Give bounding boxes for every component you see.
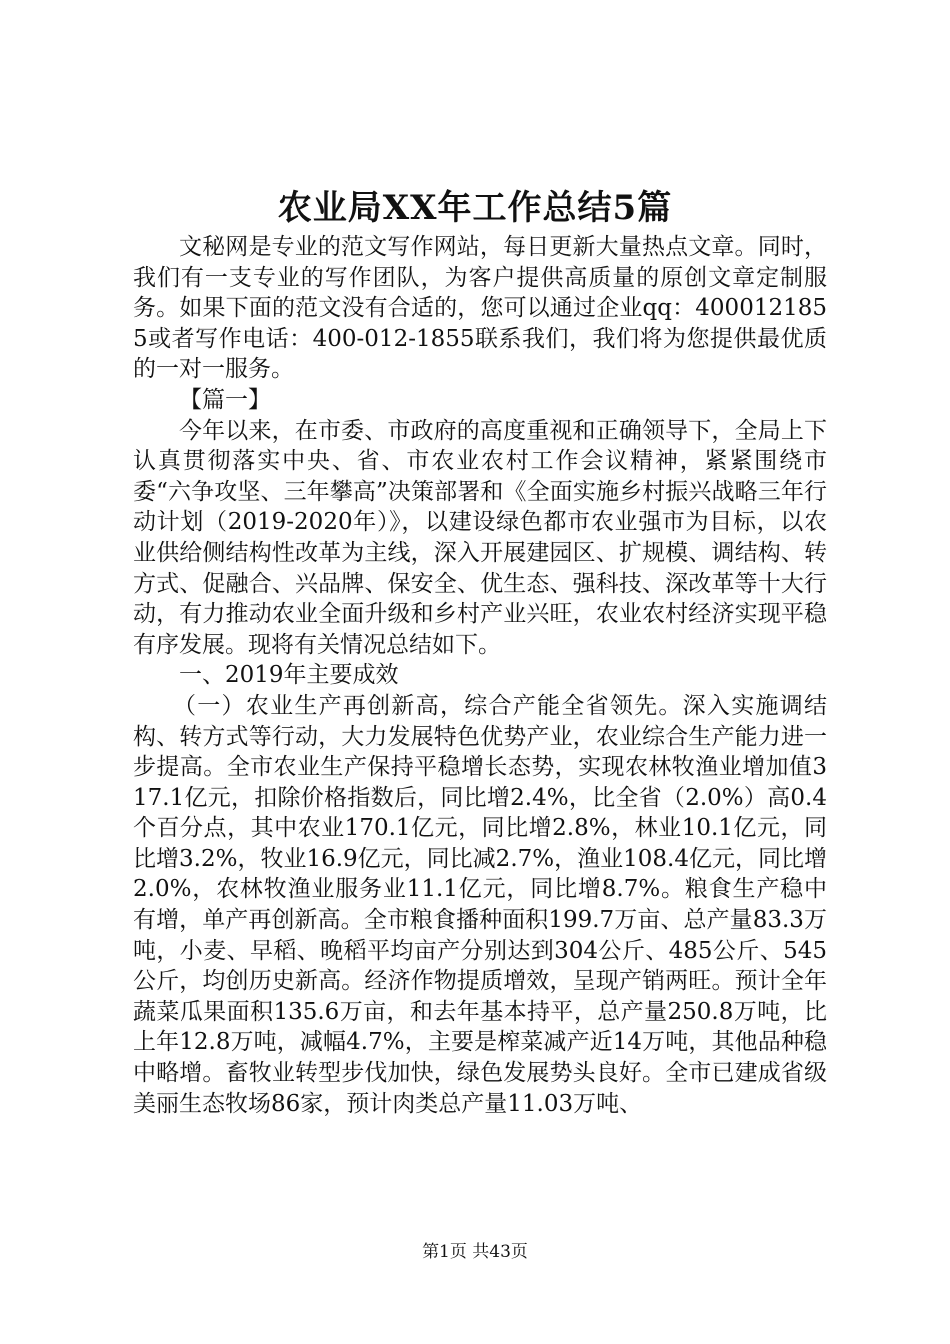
results-paragraph: （一）农业生产再创新高，综合产能全省领先。深入实施调结构、转方式等行动，大力发展特色优势产业，农业综合生产能力进一步提高。全市农业生产保持平稳增长态势，实现农林牧渔业增加值317.1亿元，扣除价格指数后，同比增2.4%，比全省（2.0%）高0.4个百分点，其中农业170.1亿元，同比增2.8%，林业10.1亿元，同比增3.2%，牧业16.9亿元，同比减2.7%，渔业108.4亿元，同比增2.0%，农林牧渔业服务业11.1亿元，同比增8.7%。粮食生产稳中有增，单产再创新高。全市粮食播种面积199.7万亩、总产量83.3万吨，小麦、早稻、晚稻平均亩产分别达到304公斤、485公斤、545公斤，均创历史新高。经济作物提质增效，呈现产销两旺。预计全年蔬菜瓜果面积135.6万亩，和去年基本持平，总产量250.8万吨，比上年12.8万吨，减幅4.7%，主要是榨菜减产近14万吨，其他品种稳中略增。畜牧业转型步伐加快，绿色发展势头良好。全市已建成省级美丽生态牧场86家，预计肉类总产量11.03万吨、 (133, 692, 827, 1117)
section-heading-main-results: 一、2019年主要成效 (179, 662, 399, 689)
section-heading-part-one: 【篇一】 (179, 386, 271, 413)
overview-paragraph: 今年以来，在市委、市政府的高度重视和正确领导下，全局上下认真贯彻落实中央、省、市农业农村工作会议精神，紧紧围绕市委“六争攻坚、三年攀高”决策部署和《全面实施乡村振兴战略三年行动计划（2019-2020年）》，以建设绿色都市农业强市为目标，以农业供给侧结构性改革为主线，深入开展建园区、扩规模、调结构、转方式、促融合、兴品牌、保安全、优生态、强科技、深改革等十大行动，有力推动农业全面升级和乡村产业兴旺，农业农村经济实现平稳有序发展。现将有关情况总结如下。 (133, 417, 827, 658)
page-footer: 第1页 共43页 (422, 1242, 528, 1262)
document-title: 农业局XX年工作总结5篇 (277, 188, 673, 228)
intro-paragraph: 文秘网是专业的范文写作网站，每日更新大量热点文章。同时，我们有一支专业的写作团队，为客户提供高质量的原创文章定制服务。如果下面的范文没有合适的，您可以通过企业qq：4000121855或者写作电话：400-012-1855联系我们，我们将为您提供最优质的一对一服务。 (133, 234, 827, 383)
document-body (133, 232, 827, 1119)
